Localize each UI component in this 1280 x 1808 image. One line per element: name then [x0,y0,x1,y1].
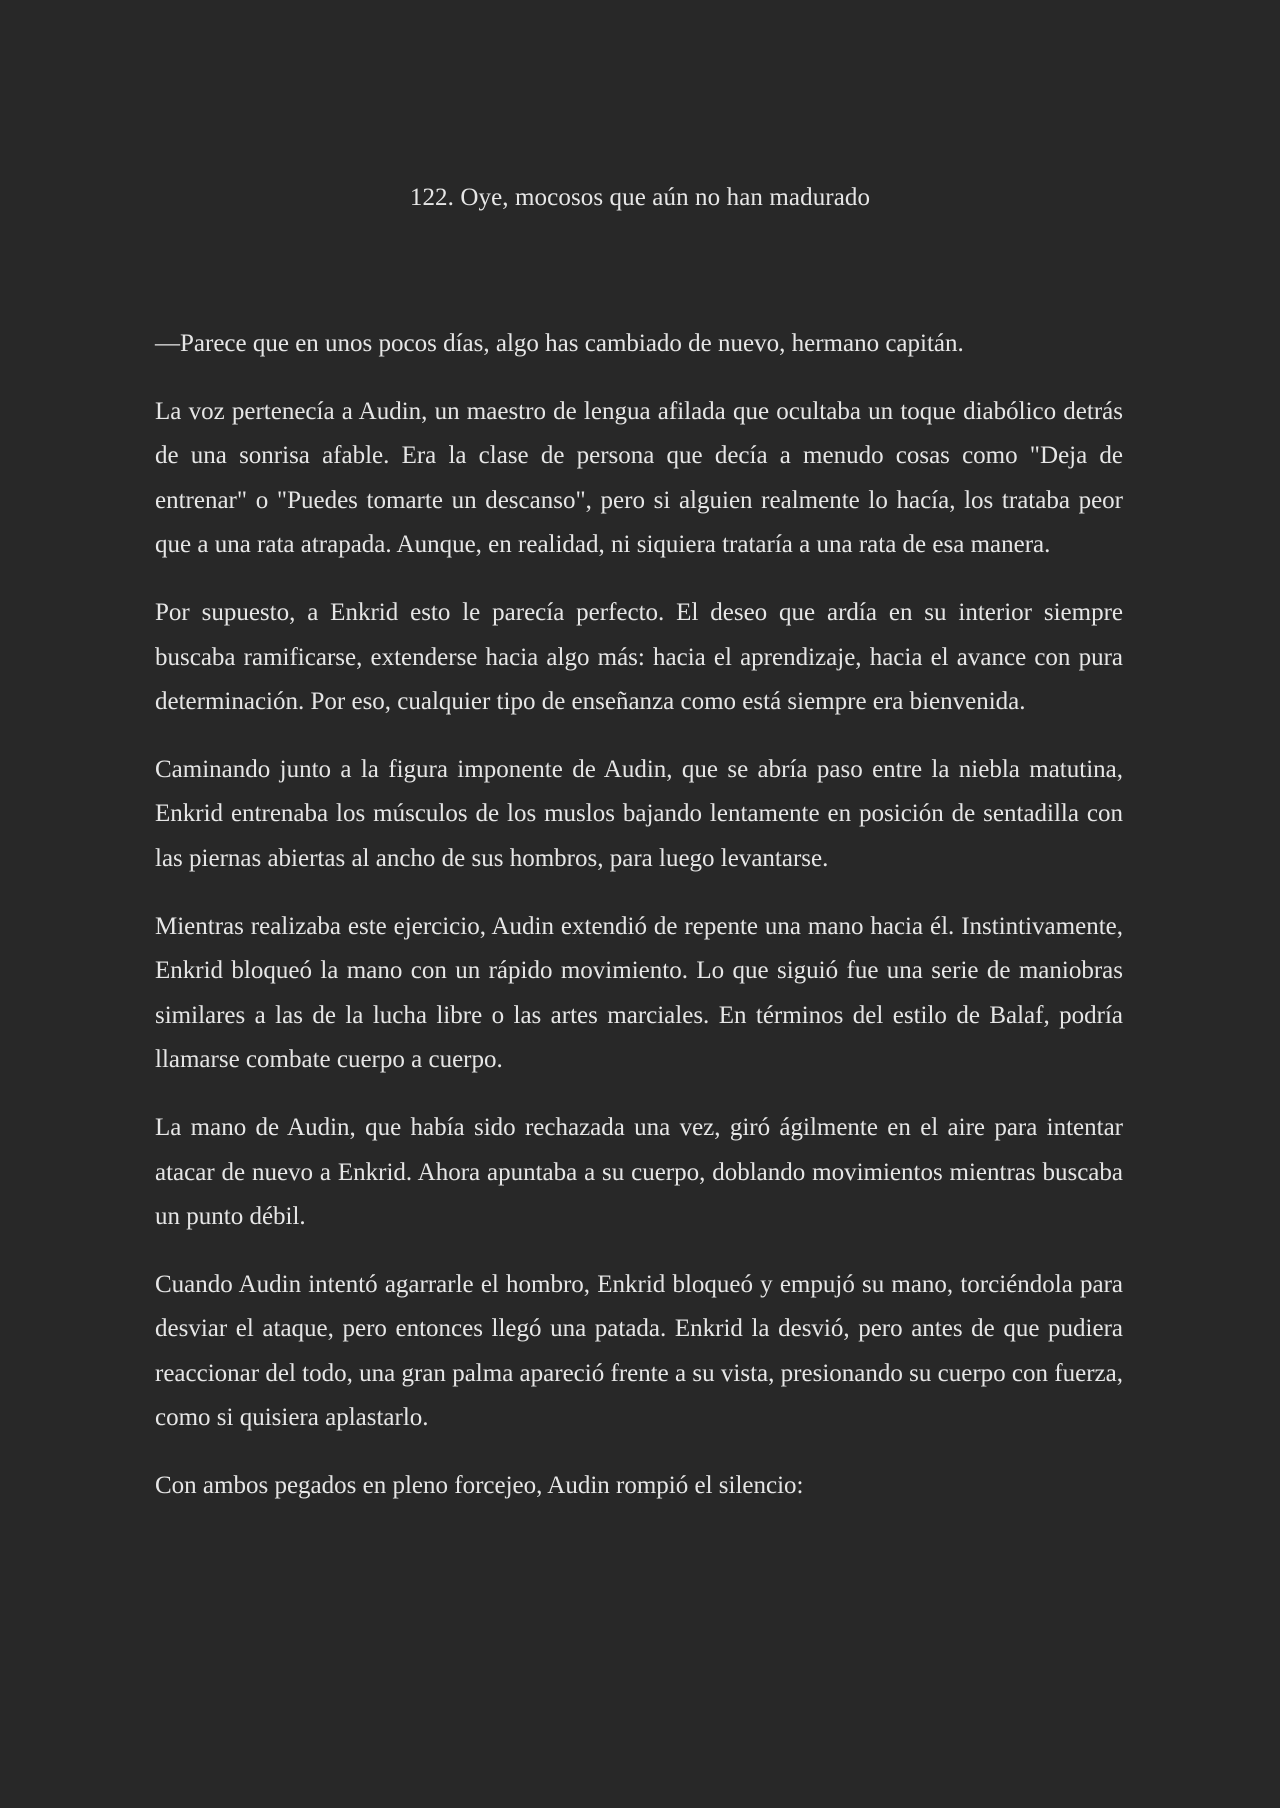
paragraph-7: Cuando Audin intentó agarrarle el hombro, Enkrid bloqueó y empujó su mano, torciéndola para desviar el ataque, pero entonces llegó una patada. Enkrid la desvió, pero antes de que pudiera reaccionar del todo, una gran palma apareció frente a su vista, presionando su cuerpo con fuerza, como si quisiera aplastarlo. [155,1270,1123,1432]
chapter-title: 122. Oye, mocosos que aún no han madurado [409,184,871,211]
paragraph-4: Caminando junto a la figura imponente de Audin, que se abría paso entre la niebla matutina, Enkrid entrenaba los músculos de los muslos bajando lentamente en posición de sentadilla con las piernas abiertas al ancho de sus hombros, para luego levantarse. [155,755,1123,872]
paragraph-5: Mientras realizaba este ejercicio, Audin extendió de repente una mano hacia él. Instintivamente, Enkrid bloqueó la mano con un rápido movimiento. Lo que siguió fue una serie de maniobras similares a las de la lucha libre o las artes marciales. En términos del estilo de Balaf, podría llamarse combate cuerpo a cuerpo. [155,912,1123,1074]
paragraph-6: La mano de Audin, que había sido rechazada una vez, giró ágilmente en el aire para intentar atacar de nuevo a Enkrid. Ahora apuntaba a su cuerpo, doblando movimientos mientras buscaba un punto débil. [155,1113,1123,1231]
paragraph-3: Por supuesto, a Enkrid esto le parecía perfecto. El deseo que ardía en su interior siempre buscaba ramificarse, extenderse hacia algo más: hacia el aprendizaje, hacia el avance con pura determinación. Por eso, cualquier tipo de enseñanza como está siempre era bienvenida. [155,598,1123,716]
paragraph-8: Con ambos pegados en pleno forcejeo, Audin rompió el silencio: [155,1472,804,1500]
paragraph-2: La voz pertenecía a Audin, un maestro de lengua afilada que ocultaba un toque diabólico detrás de una sonrisa afable. Era la clase de persona que decía a menudo cosas como "Deja de entrenar" o "Puedes tomarte un descanso", pero si alguien realmente lo hacía, los trataba peor que a una rata atrapada. Aunque, en realidad, ni siquiera trataría a una rata de esa manera. [155,397,1123,559]
chapter-body [155,322,1123,1532]
paragraph-1: —Parece que en unos pocos días, algo has cambiado de nuevo, hermano capitán. [155,330,964,357]
